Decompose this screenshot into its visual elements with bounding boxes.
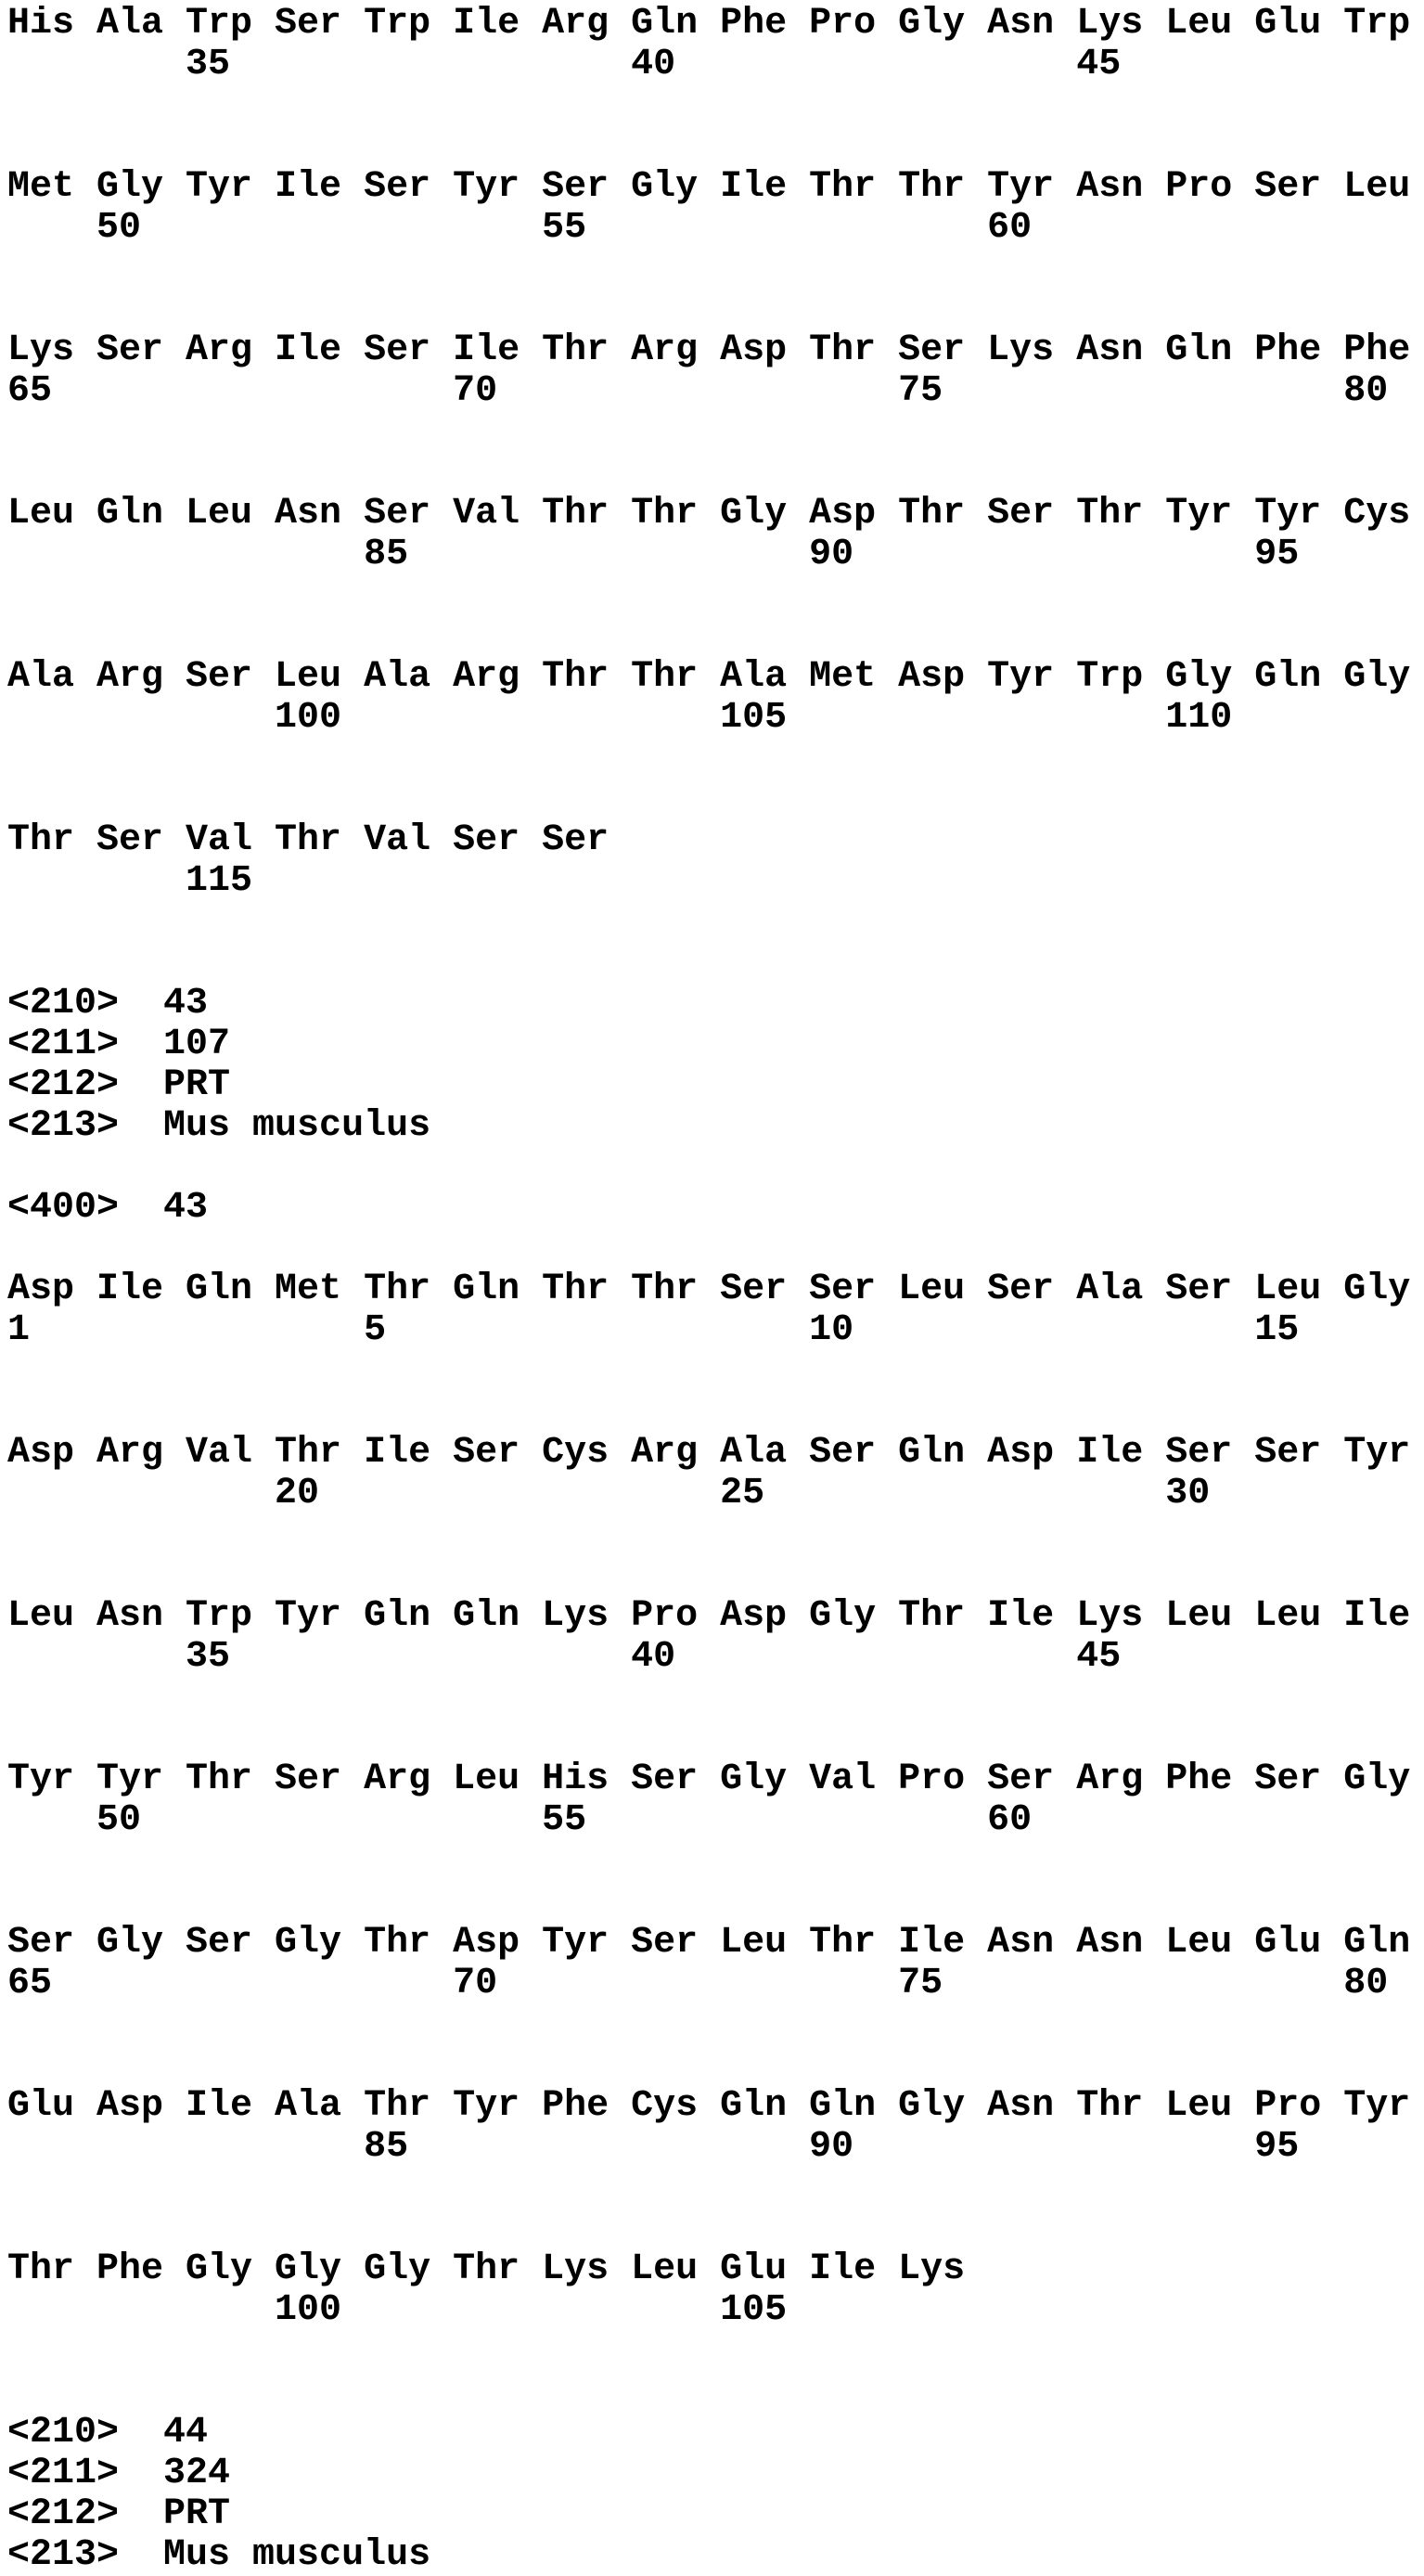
- blank-line: [7, 2372, 1424, 2413]
- metadata-value: 324: [163, 2453, 231, 2494]
- metadata-tag: <211>: [7, 1024, 120, 1065]
- blank-line: [7, 1229, 1424, 1269]
- metadata-line: [7, 984, 1424, 1024]
- sequence-residues-line: Glu Asp Ile Ala Thr Tyr Phe Cys Gln Gln Gly Asn Thr Leu Pro Tyr: [7, 2085, 1411, 2127]
- metadata-line: [7, 1065, 1424, 1106]
- blank-line: [7, 2045, 1424, 2086]
- blank-line: [7, 2209, 1424, 2249]
- metadata-tag: <210>: [7, 983, 120, 1024]
- blank-line: [7, 1147, 1424, 1188]
- metadata-value: Mus musculus: [163, 2534, 431, 2576]
- sequence-residues-line: Ser Gly Ser Gly Thr Asp Tyr Ser Leu Thr Ile Asn Asn Leu Glu Gln: [7, 1922, 1411, 1964]
- sequence-numbering-line: 85 90 95: [7, 534, 1300, 575]
- metadata-tag: <400>: [7, 1187, 120, 1229]
- blank-line: [7, 1555, 1424, 1596]
- blank-line: [7, 1719, 1424, 1759]
- sequence-numbering-line: 100 105: [7, 2289, 788, 2331]
- sequence-residues-line: Met Gly Tyr Ile Ser Tyr Ser Gly Ile Thr Thr Tyr Asn Pro Ser Leu: [7, 166, 1411, 208]
- metadata-value: 43: [163, 1187, 209, 1229]
- metadata-tag: <211>: [7, 2453, 120, 2494]
- metadata-value: 44: [163, 2412, 209, 2454]
- metadata-tag: <212>: [7, 1064, 120, 1106]
- sequence-residues-line: Ala Arg Ser Leu Ala Arg Thr Thr Ala Met Asp Tyr Trp Gly Gln Gly: [7, 656, 1411, 698]
- sequence-residues-line: Asp Arg Val Thr Ile Ser Cys Arg Ala Ser Gln Asp Ile Ser Ser Tyr: [7, 1432, 1411, 1474]
- sequence-numbering-line: 20 25 30: [7, 1473, 1211, 1514]
- sequence-numbering-line: 85 90 95: [7, 2126, 1300, 2168]
- sequence-numbering-line: 50 55 60: [7, 1799, 1033, 1841]
- blank-line: [7, 575, 1424, 616]
- blank-line: [7, 1882, 1424, 1923]
- blank-line: [7, 453, 1424, 494]
- blank-line: [7, 290, 1424, 330]
- blank-line: [7, 1392, 1424, 1433]
- sequence-numbering-line: 65 70 75 80: [7, 1963, 1389, 2004]
- sequence-numbering-line: 35 40 45: [7, 1636, 1122, 1678]
- sequence-numbering-line: 50 55 60: [7, 207, 1033, 249]
- blank-line: [7, 1841, 1424, 1882]
- metadata-line: [7, 2454, 1424, 2494]
- sequence-residues-line: Leu Gln Leu Asn Ser Val Thr Thr Gly Asp Thr Ser Thr Tyr Tyr Cys: [7, 493, 1411, 535]
- sequence-residues-line: Leu Asn Trp Tyr Gln Gln Lys Pro Asp Gly Thr Ile Lys Leu Leu Ile: [7, 1595, 1411, 1637]
- metadata-line: [7, 1106, 1424, 1147]
- blank-line: [7, 2331, 1424, 2372]
- sequence-numbering-line: 100 105 110: [7, 697, 1233, 739]
- blank-line: [7, 2168, 1424, 2209]
- sequence-numbering-line: 1 5 10 15: [7, 1309, 1300, 1351]
- blank-line: [7, 1351, 1424, 1392]
- blank-line: [7, 902, 1424, 943]
- metadata-line: [7, 2535, 1424, 2576]
- metadata-value: 107: [163, 1024, 231, 1065]
- blank-line: [7, 1514, 1424, 1555]
- metadata-value: 43: [163, 983, 209, 1024]
- blank-line: [7, 616, 1424, 657]
- metadata-line: [7, 2494, 1424, 2535]
- metadata-line: [7, 2413, 1424, 2454]
- sequence-residues-line: His Ala Trp Ser Trp Ile Arg Gln Phe Pro Gly Asn Lys Leu Glu Trp: [7, 3, 1411, 45]
- sequence-numbering-line: 115: [7, 860, 253, 902]
- metadata-line: [7, 1188, 1424, 1229]
- sequence-residues-line: Lys Ser Arg Ile Ser Ile Thr Arg Asp Thr Ser Lys Asn Gln Phe Phe: [7, 329, 1411, 371]
- sequence-residues-line: Thr Ser Val Thr Val Ser Ser: [7, 819, 609, 861]
- sequence-numbering-line: 35 40 45: [7, 44, 1122, 85]
- metadata-tag: <213>: [7, 2534, 120, 2576]
- blank-line: [7, 85, 1424, 126]
- metadata-tag: <210>: [7, 2412, 120, 2454]
- metadata-tag: <212>: [7, 2493, 120, 2535]
- blank-line: [7, 126, 1424, 167]
- blank-line: [7, 739, 1424, 779]
- metadata-line: [7, 1024, 1424, 1065]
- blank-line: [7, 2004, 1424, 2045]
- blank-line: [7, 779, 1424, 820]
- blank-line: [7, 249, 1424, 290]
- blank-line: [7, 1678, 1424, 1719]
- metadata-tag: <213>: [7, 1105, 120, 1147]
- metadata-value: PRT: [163, 1064, 231, 1106]
- sequence-numbering-line: 65 70 75 80: [7, 370, 1389, 412]
- sequence-residues-line: Tyr Tyr Thr Ser Arg Leu His Ser Gly Val Pro Ser Arg Phe Ser Gly: [7, 1758, 1411, 1800]
- metadata-value: Mus musculus: [163, 1105, 431, 1147]
- blank-line: [7, 412, 1424, 453]
- metadata-value: PRT: [163, 2493, 231, 2535]
- sequence-residues-line: Asp Ile Gln Met Thr Gln Thr Thr Ser Ser Leu Ser Ala Ser Leu Gly: [7, 1269, 1411, 1310]
- blank-line: [7, 943, 1424, 984]
- sequence-residues-line: Thr Phe Gly Gly Gly Thr Lys Leu Glu Ile Lys: [7, 2248, 966, 2290]
